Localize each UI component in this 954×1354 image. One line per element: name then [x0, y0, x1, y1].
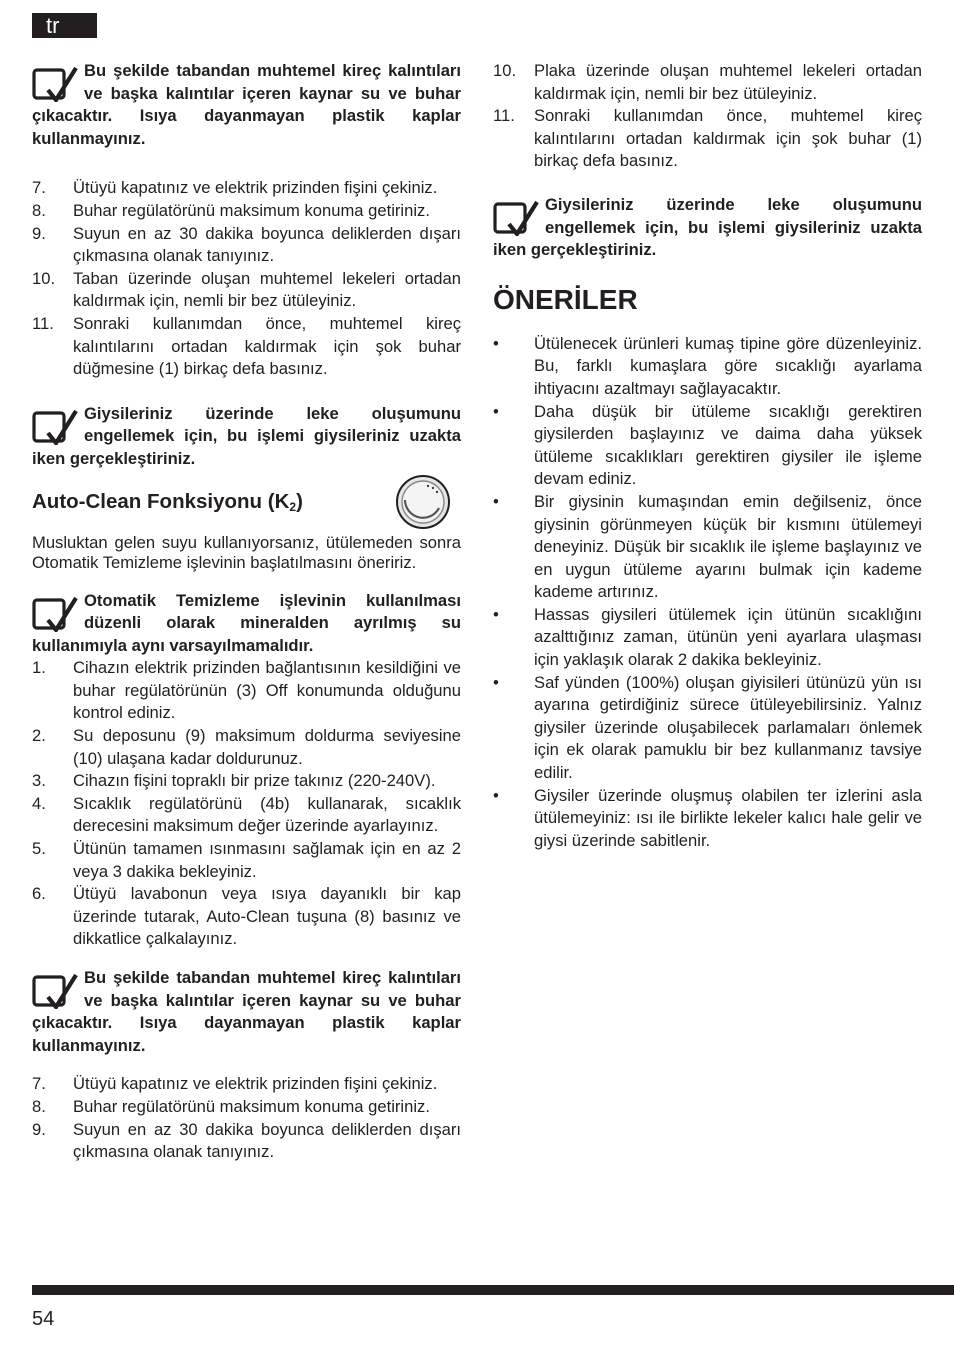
note-text: Giysileriniz üzerinde leke oluşumunu engellemek için, bu işlemi giysileriniz uzakta iken gerçekleştiriniz. — [493, 194, 922, 260]
section-title: Auto-Clean Fonksiyonu $(K_2)$ — [32, 489, 303, 514]
list-item: 11. Sonraki kullanımdan önce, muhtemel kireç kalıntılarını ortadan kaldırmak için şok buhar düğmesine (1) birkaç defa basınız. — [32, 313, 461, 379]
list-item: 7. Ütüyü kapatınız ve elektrik prizinden fişini çekiniz. — [32, 1074, 438, 1094]
section-header — [32, 489, 461, 521]
note-text: Giysileriniz üzerinde leke oluşumunu engellemek için, bu işlemi giysileriniz uzakta iken gerçekleştiriniz. — [32, 403, 461, 468]
intro-paragraph: Musluktan gelen suyu kullanıyorsanız, ütülemeden sonra Otomatik Temizleme işlevinin başlatılmasını öneririz. — [32, 532, 461, 572]
list-item: • Bir giysinin kumaşından emin değilseniz, önce giysinin görünmeyen küçük bir kısmını ütülemeyi deneyiniz. Düşük bir sıcaklık ile işleme başlayınız ve en uygun ütüleme ayarını bulmak için kademe kademe artırınız. — [493, 491, 922, 602]
list-item: • Saf yünden (100%) oluşan giyisileri ütünüzü yün ısı ayarına getirdiğiniz sürece ütüleyebilirsiniz. Yalnız giysiler üzerinde oluşabilecek parlamaları önlemek için ek olarak pamuklu bir bez kullanmanız tavsiye edilir. — [493, 672, 922, 783]
list-item: 9. Suyun en az 30 dakika boyunca deliklerden dışarı çıkmasına olanak tanıyınız. — [32, 223, 461, 266]
page-number: 54 — [32, 1308, 55, 1330]
note-stain-right — [493, 194, 922, 262]
list-item: • Ütülenecek ürünleri kumaş tipine göre düzenleyiniz. Bu, farklı kumaşlara göre sıcaklığı ayarlama ihtiyacını azaltmayı sağlayacaktır. — [493, 333, 922, 398]
checkmark-icon — [32, 62, 78, 102]
language-tab: tr — [32, 13, 97, 38]
right-column — [493, 60, 922, 852]
list-item: 5. Ütünün tamamen ısınmasını sağlamak için en az 2 veya 3 dakika bekleyiniz. — [32, 839, 461, 881]
list-item: 2. Su deposunu (9) maksimum doldurma seviyesine (10) ulaşana kadar doldurunuz. — [32, 726, 461, 768]
checkmark-icon — [493, 196, 539, 236]
list-item: • Daha düşük bir ütüleme sıcaklığı gerektiren giysilerden başlayınız ve daima daha yüksek ütüleme sıcaklıkları gerektiren giysiler ile işleme devam ediniz. — [493, 401, 922, 489]
checkmark-icon — [32, 969, 78, 1009]
list-item: • Hassas giysileri ütülemek için ütünün sıcaklığını azalttığınız zaman, ütünün yeni ayarlara ulaşması için yaklaşık olarak 2 dakika bekleyiniz. — [493, 604, 922, 670]
checkmark-icon — [32, 405, 78, 445]
footer-rule — [32, 1285, 954, 1295]
list-item: 10. Plaka üzerinde oluşan muhtemel lekeleri ortadan kaldırmak için, nemli bir bez ütüleyiniz. — [493, 61, 922, 103]
list-item: 8. Buhar regülatörünü maksimum konuma getiriniz. — [32, 1096, 430, 1116]
steps-list-2 — [32, 657, 461, 951]
note-text: Bu şekilde tabandan muhtemel kireç kalıntıları ve başka kalıntılar içeren kaynar su ve buhar çıkacaktır. Isıya dayanmayan plastik kaplar kullanmayınız. — [32, 968, 461, 1055]
section-heading: ÖNERİLER — [493, 283, 638, 315]
list-item: 11. Sonraki kullanımdan önce, muhtemel kireç kalıntılarını ortadan kaldırmak için şok buhar (1) birkaç defa basınız. — [493, 106, 922, 171]
list-item: 7. Ütüyü kapatınız ve elektrik prizinden fişini çekiniz. — [32, 178, 438, 198]
steps-list-1 — [32, 177, 461, 380]
tips-list — [493, 333, 922, 853]
checkmark-icon — [32, 592, 78, 632]
note-demineralized — [32, 590, 461, 658]
note-text: Bu şekilde tabandan muhtemel kireç kalıntıları ve başka kalıntılar içeren kaynar su ve buhar çıkacaktır. Isıya dayanmayan plastik kaplar kullanmayınız. — [32, 61, 461, 148]
list-item: 8. Buhar regülatörünü maksimum konuma getiriniz. — [32, 200, 430, 220]
note-hot-water — [32, 60, 461, 150]
list-item: 10. Taban üzerinde oluşan muhtemel lekeleri ortadan kaldırmak için, nemli bir bez ütüleyiniz. — [32, 268, 461, 311]
note-stain — [32, 403, 461, 471]
list-item: 6. Ütüyü lavabonun veya ısıya dayanıklı bir kap üzerinde tutarak, Auto-Clean tuşuna (8) basınız ve dikkatlice çalkalayınız. — [32, 884, 461, 949]
auto-clean-knob-icon — [395, 474, 451, 530]
steps-list-right — [493, 60, 922, 173]
list-item: 9. Suyun en az 30 dakika boyunca deliklerden dışarı çıkmasına olanak tanıyınız. — [32, 1119, 461, 1162]
note-hot-water-2 — [32, 967, 461, 1057]
left-column — [32, 60, 461, 1164]
list-item: 1. Cihazın elektrik prizinden bağlantısının kesildiğini ve buhar regülatörünün (3) Off konumunda olduğunu kontrol ediniz. — [32, 658, 461, 723]
list-item: 4. Sıcaklık regülatörünü (4b) kullanarak, sıcaklık derecesini maksimum değer üzerinde ayarlayınız. — [32, 793, 461, 836]
list-item: 3. Cihazın fişini topraklı bir prize takınız (220-240V). — [32, 771, 436, 791]
steps-list-3 — [32, 1073, 461, 1163]
note-text: Otomatik Temizleme işlevinin kullanılması düzenli olarak mineralden ayrılmış su kullanımıyla aynı varsayılmamalıdır. — [32, 590, 461, 655]
list-item: • Giysiler üzerinde oluşmuş olabilen ter izlerini asla ütülemeyiniz: ısı ile birlikte lekeler kalıcı hale gelir ve giysi üzerinde sabitlenir. — [493, 785, 922, 850]
